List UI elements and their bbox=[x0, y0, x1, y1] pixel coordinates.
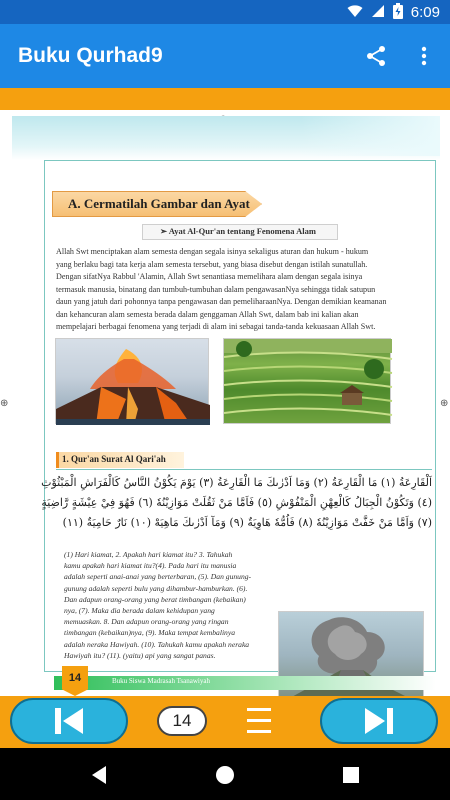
translation-line: memuaskan. 8. Dan adapun orang-orang yang ringan bbox=[64, 617, 229, 627]
subheading: ➢ Ayat Al-Qur'an tentang Fenomena Alam bbox=[160, 226, 316, 236]
orange-strip bbox=[0, 88, 450, 110]
paragraph-line: daun yang jatuh dari pohonnya tanpa pengawasan dan pemeliharaanNya. Dengan demikian keamanan bbox=[56, 297, 387, 306]
status-time: 6:09 bbox=[410, 4, 440, 21]
divider bbox=[56, 469, 432, 470]
battery-icon bbox=[393, 3, 403, 22]
paragraph-line: yang berlaku bagi tata kerja alam semesta tersebut, yang biasa disebut dengan istilah sunatullah. bbox=[56, 259, 368, 269]
page-top-band-fade bbox=[300, 116, 440, 156]
translation-line: adalah seperti anai-anai yang berterbaran, (5). Dan gunung- bbox=[64, 572, 252, 582]
skip-next-icon bbox=[363, 706, 395, 736]
more-vert-icon bbox=[421, 46, 427, 66]
paragraph-line: termasuk manusia, binatang dan tumbuh-tumbuhan dalam pengawasanNya sehingga tidak satupun bbox=[56, 284, 376, 294]
translation-line: timbangan (kebaikan)nya, (9). Maka tempat kembalinya bbox=[64, 628, 236, 638]
menu-button[interactable] bbox=[247, 708, 271, 734]
arabic-line: اَلْقَارِعَةُ (١) مَا الْقَارِعَةُ (٢) وَمَا اَدْرٰىكَ مَا الْقَارِعَةُ (٣) يَوْمَ يَكُوْنُ النَّاسُ كَالْفَرَاشِ الْمَبْثُوْثِ bbox=[41, 476, 432, 489]
sub-section-title: 1. Qur'an Surat Al Qari'ah bbox=[62, 454, 166, 464]
section-title: A. Cermatilah Gambar dan Ayat bbox=[68, 196, 250, 211]
translation-line: gunung adalah seperti bulu yang dihambur-hamburkan. (6). bbox=[64, 583, 248, 593]
page-number: 14 bbox=[68, 672, 82, 684]
skip-previous-icon bbox=[53, 706, 85, 736]
arabic-verse-block bbox=[41, 474, 432, 534]
volcano-eruption-photo bbox=[55, 338, 209, 424]
back-icon bbox=[86, 762, 112, 788]
translation-line: kamu apakah hari kiamat itu?(4). Pada hari itu manusia bbox=[64, 561, 237, 571]
book-page[interactable] bbox=[12, 116, 440, 696]
translation-line: Dan adapun orang-orang yang berat timbangan (kebaikan) bbox=[64, 594, 246, 604]
reader-controls bbox=[0, 696, 450, 748]
arabic-line: (٧) وَاَمَّا مَنْ خَفَّتْ مَوَازِيْنُهٗ (٨) فَاُمُّهٗ هَاوِيَةٌ (٩) وَمَآ اَدْرٰىكَ مَاهِيَهْ (١٠) نَارٌ حَامِيَةٌ (١١) bbox=[62, 516, 432, 529]
paragraph-line: mempelajari berbagai fenomena yang terjadi di alam ini sebagai tanda-tanda kekuasaan Allah Swt. bbox=[56, 322, 376, 331]
home-icon bbox=[212, 762, 238, 788]
rice-terrace-photo bbox=[223, 338, 391, 424]
translation-line: Hawiyah itu? (11). (yaitu) api yang sangat panas. bbox=[64, 650, 216, 660]
back-button[interactable] bbox=[86, 762, 112, 788]
translation-line: nya, (7). Maka dia berada dalam kehidupan yang bbox=[64, 606, 215, 616]
previous-page-button[interactable] bbox=[10, 698, 128, 744]
signal-icon bbox=[371, 4, 385, 21]
translation-line: (1) Hari kiamat, 2. Apakah hari kiamat itu? 3. Tahukah bbox=[64, 550, 233, 559]
home-button[interactable] bbox=[212, 762, 238, 788]
menu-icon bbox=[247, 708, 271, 711]
status-icons bbox=[347, 3, 440, 22]
wifi-icon bbox=[347, 4, 363, 21]
paragraph-line: Dengan sifatNya Rabbul 'Alamin, Allah Swt senantiasa memelihara alam dengan segala isinya bbox=[56, 272, 363, 281]
verse-translation bbox=[64, 549, 282, 661]
translation-line: adalah neraka Hawiyah. (10). Tahukah kamu apakah neraka bbox=[64, 639, 250, 649]
next-page-button[interactable] bbox=[320, 698, 438, 744]
crop-mark-icon: ⊕ bbox=[0, 398, 9, 409]
page-footer-text: Buku Siswa Madrasah Tsanawiyah bbox=[112, 677, 210, 685]
arabic-line: (٤) وَتَكُوْنُ الْجِبَالُ كَالْعِهْنِ الْمَنْفُوْشِ (٥) فَاَمَّا مَنْ ثَقُلَتْ مَوَازِيْنُهٗ (٦) فَهُوَ فِيْ عِيْشَةٍ رَّاضِيَةٍ bbox=[41, 496, 432, 509]
menu-icon bbox=[247, 719, 271, 722]
status-bar bbox=[0, 0, 450, 24]
book-viewer[interactable] bbox=[0, 88, 450, 696]
current-page-indicator[interactable]: 14 bbox=[157, 706, 207, 736]
app-bar bbox=[0, 24, 450, 88]
menu-icon bbox=[247, 730, 271, 733]
paragraph-line: dan kehancuran alam semesta berada dalam genggaman Allah Swt, dalam bab ini kalian akan bbox=[56, 309, 359, 319]
system-navigation-bar bbox=[0, 748, 450, 800]
crop-mark-icon: ⊕ bbox=[440, 398, 449, 409]
paragraph-line: Allah Swt menciptakan alam semesta dengan segala isinya sekaligus aturan dan hukum - hukum bbox=[56, 247, 369, 256]
intro-paragraph bbox=[56, 246, 434, 334]
recents-button[interactable] bbox=[338, 762, 364, 788]
share-icon bbox=[365, 45, 387, 67]
recents-icon bbox=[338, 762, 364, 788]
more-options-button[interactable] bbox=[406, 38, 442, 74]
app-title: Buku Qurhad9 bbox=[18, 44, 163, 67]
share-button[interactable] bbox=[358, 38, 394, 74]
